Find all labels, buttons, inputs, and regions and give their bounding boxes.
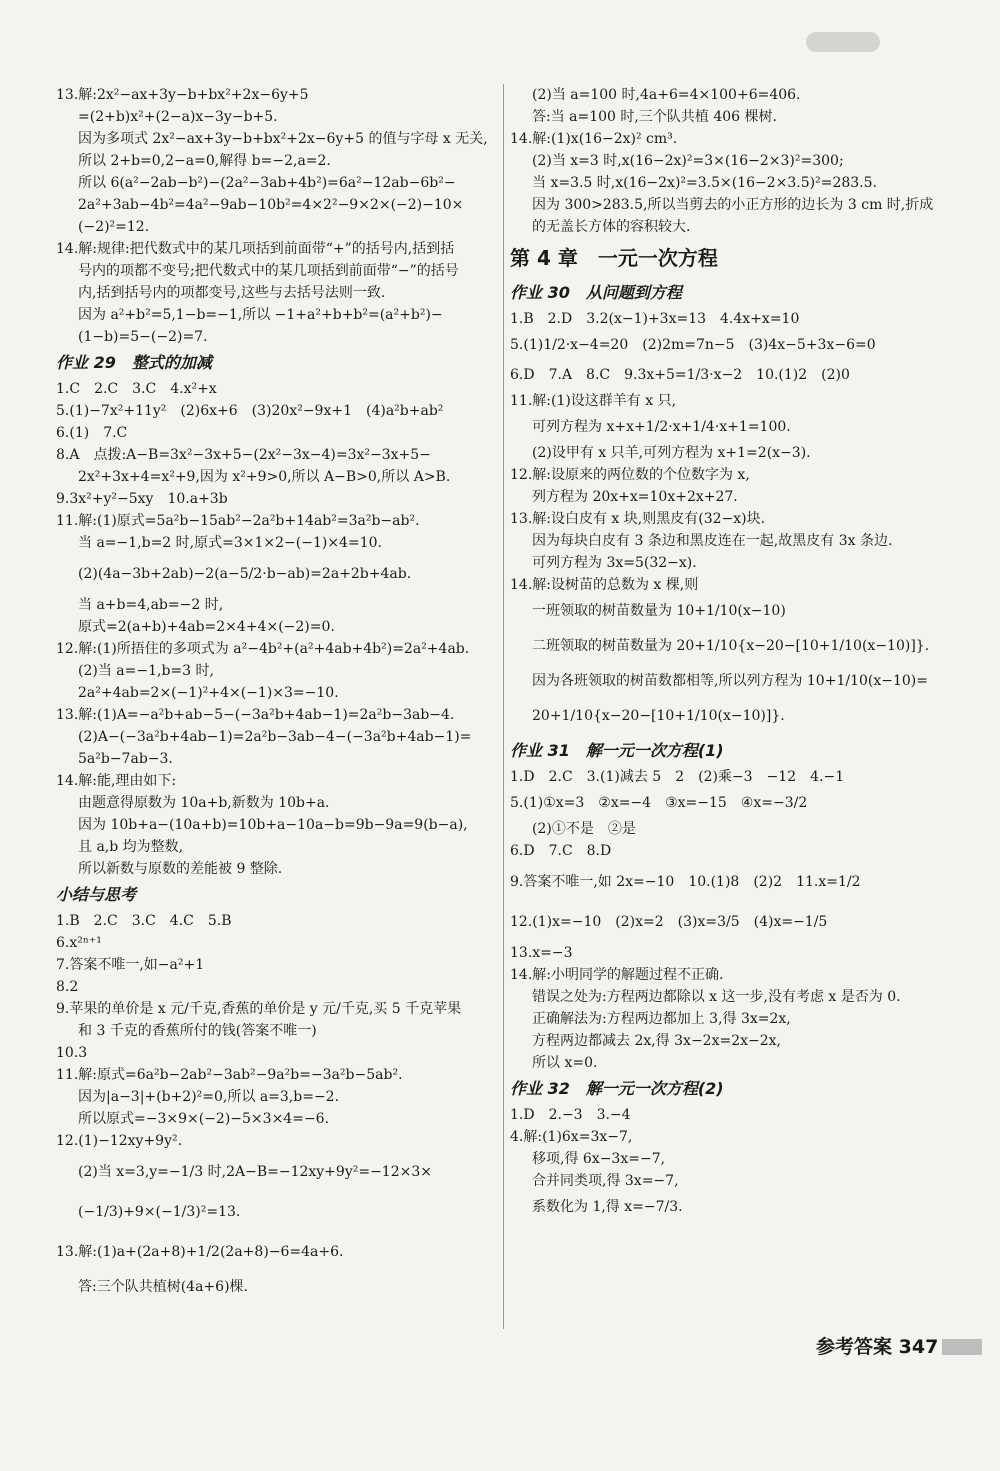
- answer-line: 一班领取的树苗数量为 10+1/10(x−10): [532, 603, 786, 619]
- answer-line: 2a²+4ab=2×(−1)²+4×(−1)×3=−10.: [78, 685, 339, 701]
- answer-line: 5a²b−7ab−3.: [78, 751, 173, 767]
- answer-line: (−2)²=12.: [78, 219, 150, 235]
- section-heading: 作业 29 整式的加减: [56, 353, 212, 372]
- answer-line: 号内的项都不变号;把代数式中的某几项括到前面带“−”的括号: [78, 263, 459, 279]
- answer-line: 12.解:设原来的两位数的个位数字为 x,: [510, 467, 750, 483]
- answer-line: 正确解法为:方程两边都加上 3,得 3x=2x,: [532, 1011, 791, 1027]
- answer-line: 1.B 2.C 3.C 4.C 5.B: [56, 913, 232, 929]
- answer-line: 可列方程为 3x=5(32−x).: [532, 555, 697, 571]
- answer-line: 14.解:小明同学的解题过程不正确.: [510, 967, 724, 983]
- section-heading: 小结与思考: [56, 885, 137, 904]
- answer-line: 7.答案不唯一,如−a²+1: [56, 957, 205, 973]
- answer-line: 14.解:规律:把代数式中的某几项括到前面带“+”的括号内,括到括: [56, 241, 455, 257]
- answer-line: 11.解:(1)原式=5a²b−15ab²−2a²b+14ab²=3a²b−ab².: [56, 513, 420, 529]
- answer-line: 当 a=−1,b=2 时,原式=3×1×2−(−1)×4=10.: [78, 535, 382, 551]
- page-footer: [816, 1332, 938, 1359]
- answer-line: (2)①不是 ②是: [532, 821, 636, 837]
- answer-line: (2)当 a=100 时,4a+6=4×100+6=406.: [532, 87, 801, 103]
- answer-line: 且 a,b 均为整数,: [78, 839, 184, 855]
- answer-line: 因为 300>283.5,所以当剪去的小正方形的边长为 3 cm 时,折成: [532, 197, 934, 213]
- answer-line: 所以 6(a²−2ab−b²)−(2a²−3ab+4b²)=6a²−12ab−6b²−: [78, 175, 456, 191]
- answer-line: 当 a+b=4,ab=−2 时,: [78, 597, 224, 613]
- answer-line: 当 x=3.5 时,x(16−2x)²=3.5×(16−2×3.5)²=283.5.: [532, 175, 877, 191]
- section-heading: 作业 32 解一元一次方程(2): [510, 1079, 724, 1098]
- answer-line: 所以 x=0.: [532, 1055, 598, 1071]
- answer-line: 6.(1) 7.C: [56, 425, 128, 441]
- answer-line: 8.2: [56, 979, 79, 995]
- answer-line: 列方程为 20x+x=10x+2x+27.: [532, 489, 738, 505]
- answer-line: 合并同类项,得 3x=−7,: [532, 1173, 679, 1189]
- answer-line: 9.答案不唯一,如 2x=−10 10.(1)8 (2)2 11.x=1/2: [510, 874, 861, 890]
- answer-line: 1.B 2.D 3.2(x−1)+3x=13 4.4x+x=10: [510, 311, 800, 327]
- section-heading: 作业 31 解一元一次方程(1): [510, 741, 724, 760]
- answer-line: 原式=2(a+b)+4ab=2×4+4×(−2)=0.: [78, 619, 335, 635]
- answer-line: 1.D 2.C 3.(1)减去 5 2 (2)乘−3 −12 4.−1: [510, 769, 845, 785]
- answer-line: 所以 2+b=0,2−a=0,解得 b=−2,a=2.: [78, 153, 331, 169]
- answer-line: 移项,得 6x−3x=−7,: [532, 1151, 666, 1167]
- answer-line: (2)(4a−3b+2ab)−2(a−5/2·b−ab)=2a+2b+4ab.: [78, 566, 412, 582]
- answer-line: 14.解:设树苗的总数为 x 棵,则: [510, 577, 699, 593]
- answer-line: 12.(1)−12xy+9y².: [56, 1133, 183, 1149]
- answer-line: (−1/3)+9×(−1/3)²=13.: [78, 1204, 241, 1220]
- answer-line: 6.D 7.C 8.D: [510, 843, 612, 859]
- answer-line: 13.解:(1)a+(2a+8)+1/2(2a+8)−6=4a+6.: [56, 1244, 344, 1260]
- answer-line: 9.3x²+y²−5xy 10.a+3b: [56, 491, 228, 507]
- answer-line: 系数化为 1,得 x=−7/3.: [532, 1199, 683, 1215]
- left-column: [56, 84, 496, 1302]
- answer-line: 由题意得原数为 10a+b,新数为 10b+a.: [78, 795, 330, 811]
- answer-line: 方程两边都减去 2x,得 3x−2x=2x−2x,: [532, 1033, 782, 1049]
- answer-line: (2)设甲有 x 只羊,可列方程为 x+1=2(x−3).: [532, 445, 811, 461]
- answer-line: 因为 a²+b²=5,1−b=−1,所以 −1+a²+b+b²=(a²+b²)−: [78, 307, 443, 323]
- answer-line: 20+1/10{x−20−[10+1/10(x−10)]}.: [532, 708, 785, 724]
- answer-line: 因为 10b+a−(10a+b)=10b+a−10a−b=9b−9a=9(b−a),: [78, 817, 468, 833]
- corner-decoration: [806, 32, 880, 52]
- answer-line: 4.解:(1)6x=3x−7,: [510, 1129, 633, 1145]
- footer-bar: [942, 1339, 982, 1355]
- answer-line: 13.解:(1)A=−a²b+ab−5−(−3a²b+4ab−1)=2a²b−3ab−4.: [56, 707, 455, 723]
- answer-line: 答:当 a=100 时,三个队共植 406 棵树.: [532, 109, 777, 125]
- answer-line: 因为每块白皮有 3 条边和黑皮连在一起,故黑皮有 3x 条边.: [532, 533, 893, 549]
- answer-line: (2)A−(−3a²b+4ab−1)=2a²b−3ab−4−(−3a²b+4ab−1)=: [78, 729, 472, 745]
- answer-line: 因为多项式 2x²−ax+3y−b+bx²+2x−6y+5 的值与字母 x 无关,: [78, 131, 488, 147]
- answer-line: 2x²+3x+4=x²+9,因为 x²+9>0,所以 A−B>0,所以 A>B.: [78, 469, 451, 485]
- answer-line: 13.解:设白皮有 x 块,则黑皮有(32−x)块.: [510, 511, 766, 527]
- answer-line: 14.解:(1)x(16−2x)² cm³.: [510, 131, 678, 147]
- chapter-heading: 第 4 章 一元一次方程: [510, 246, 718, 270]
- answer-line: (2)当 a=−1,b=3 时,: [78, 663, 214, 679]
- answer-line: (2)当 x=3 时,x(16−2x)²=3×(16−2×3)²=300;: [532, 153, 844, 169]
- footer-label: 参考答案: [816, 1336, 893, 1358]
- answer-line: (1−b)=5−(−2)=7.: [78, 329, 208, 345]
- answer-line: 12.解:(1)所捂住的多项式为 a²−4b²+(a²+4ab+4b²)=2a²+4ab.: [56, 641, 470, 657]
- answer-line: 6.D 7.A 8.C 9.3x+5=1/3·x−2 10.(1)2 (2)0: [510, 367, 850, 383]
- answer-line: 14.解:能,理由如下:: [56, 773, 177, 789]
- answer-line: 所以新数与原数的差能被 9 整除.: [78, 861, 283, 877]
- answer-line: 和 3 千克的香蕉所付的钱(答案不唯一): [78, 1023, 317, 1039]
- column-divider: [503, 84, 504, 1329]
- answer-line: 6.x²ⁿ⁺¹: [56, 935, 102, 951]
- answer-line: 二班领取的树苗数量为 20+1/10{x−20−[10+1/10(x−10)]}.: [532, 638, 930, 654]
- answer-line: 5.(1)①x=3 ②x=−4 ③x=−15 ④x=−3/2: [510, 795, 808, 811]
- answer-line: 所以原式=−3×9×(−2)−5×3×4=−6.: [78, 1111, 330, 1127]
- answer-line: 因为|a−3|+(b+2)²=0,所以 a=3,b=−2.: [78, 1089, 340, 1105]
- answer-line: 12.(1)x=−10 (2)x=2 (3)x=3/5 (4)x=−1/5: [510, 914, 828, 930]
- section-heading: 作业 30 从问题到方程: [510, 283, 682, 302]
- answer-line: 可列方程为 x+x+1/2·x+1/4·x+1=100.: [532, 419, 791, 435]
- answer-line: 9.苹果的单价是 x 元/千克,香蕉的单价是 y 元/千克,买 5 千克苹果: [56, 1001, 462, 1017]
- answer-line: 1.D 2.−3 3.−4: [510, 1107, 631, 1123]
- answer-line: 的无盖长方体的容积较大.: [532, 219, 691, 235]
- answer-line: 11.解:原式=6a²b−2ab²−3ab²−9a²b=−3a²b−5ab².: [56, 1067, 403, 1083]
- answer-line: 2a²+3ab−4b²=4a²−9ab−10b²=4×2²−9×2×(−2)−10×: [78, 197, 464, 213]
- answer-line: 13.解:2x²−ax+3y−b+bx²+2x−6y+5: [56, 87, 309, 103]
- answer-line: 因为各班领取的树苗数都相等,所以列方程为 10+1/10(x−10)=: [532, 673, 928, 689]
- answer-line: 1.C 2.C 3.C 4.x²+x: [56, 381, 217, 397]
- answer-line: 5.(1)1/2·x−4=20 (2)2m=7n−5 (3)4x−5+3x−6=0: [510, 337, 876, 353]
- right-column: [510, 84, 950, 1222]
- answer-line: 内,括到括号内的项都变号,这些与去括号法则一致.: [78, 285, 386, 301]
- answer-line: 答:三个队共植树(4a+6)棵.: [78, 1279, 248, 1295]
- answer-line: 5.(1)−7x²+11y² (2)6x+6 (3)20x²−9x+1 (4)a²b+ab²: [56, 403, 444, 419]
- answer-line: 13.x=−3: [510, 945, 573, 961]
- answer-line: (2)当 x=3,y=−1/3 时,2A−B=−12xy+9y²=−12×3×: [78, 1164, 432, 1180]
- page-number: 347: [898, 1336, 939, 1358]
- answer-line: 错误之处为:方程两边都除以 x 这一步,没有考虑 x 是否为 0.: [532, 989, 901, 1005]
- answer-line: 11.解:(1)设这群羊有 x 只,: [510, 393, 677, 409]
- answer-line: =(2+b)x²+(2−a)x−3y−b+5.: [78, 109, 278, 125]
- answer-line: 8.A 点拨:A−B=3x²−3x+5−(2x²−3x−4)=3x²−3x+5−: [56, 447, 431, 463]
- answer-line: 10.3: [56, 1045, 88, 1061]
